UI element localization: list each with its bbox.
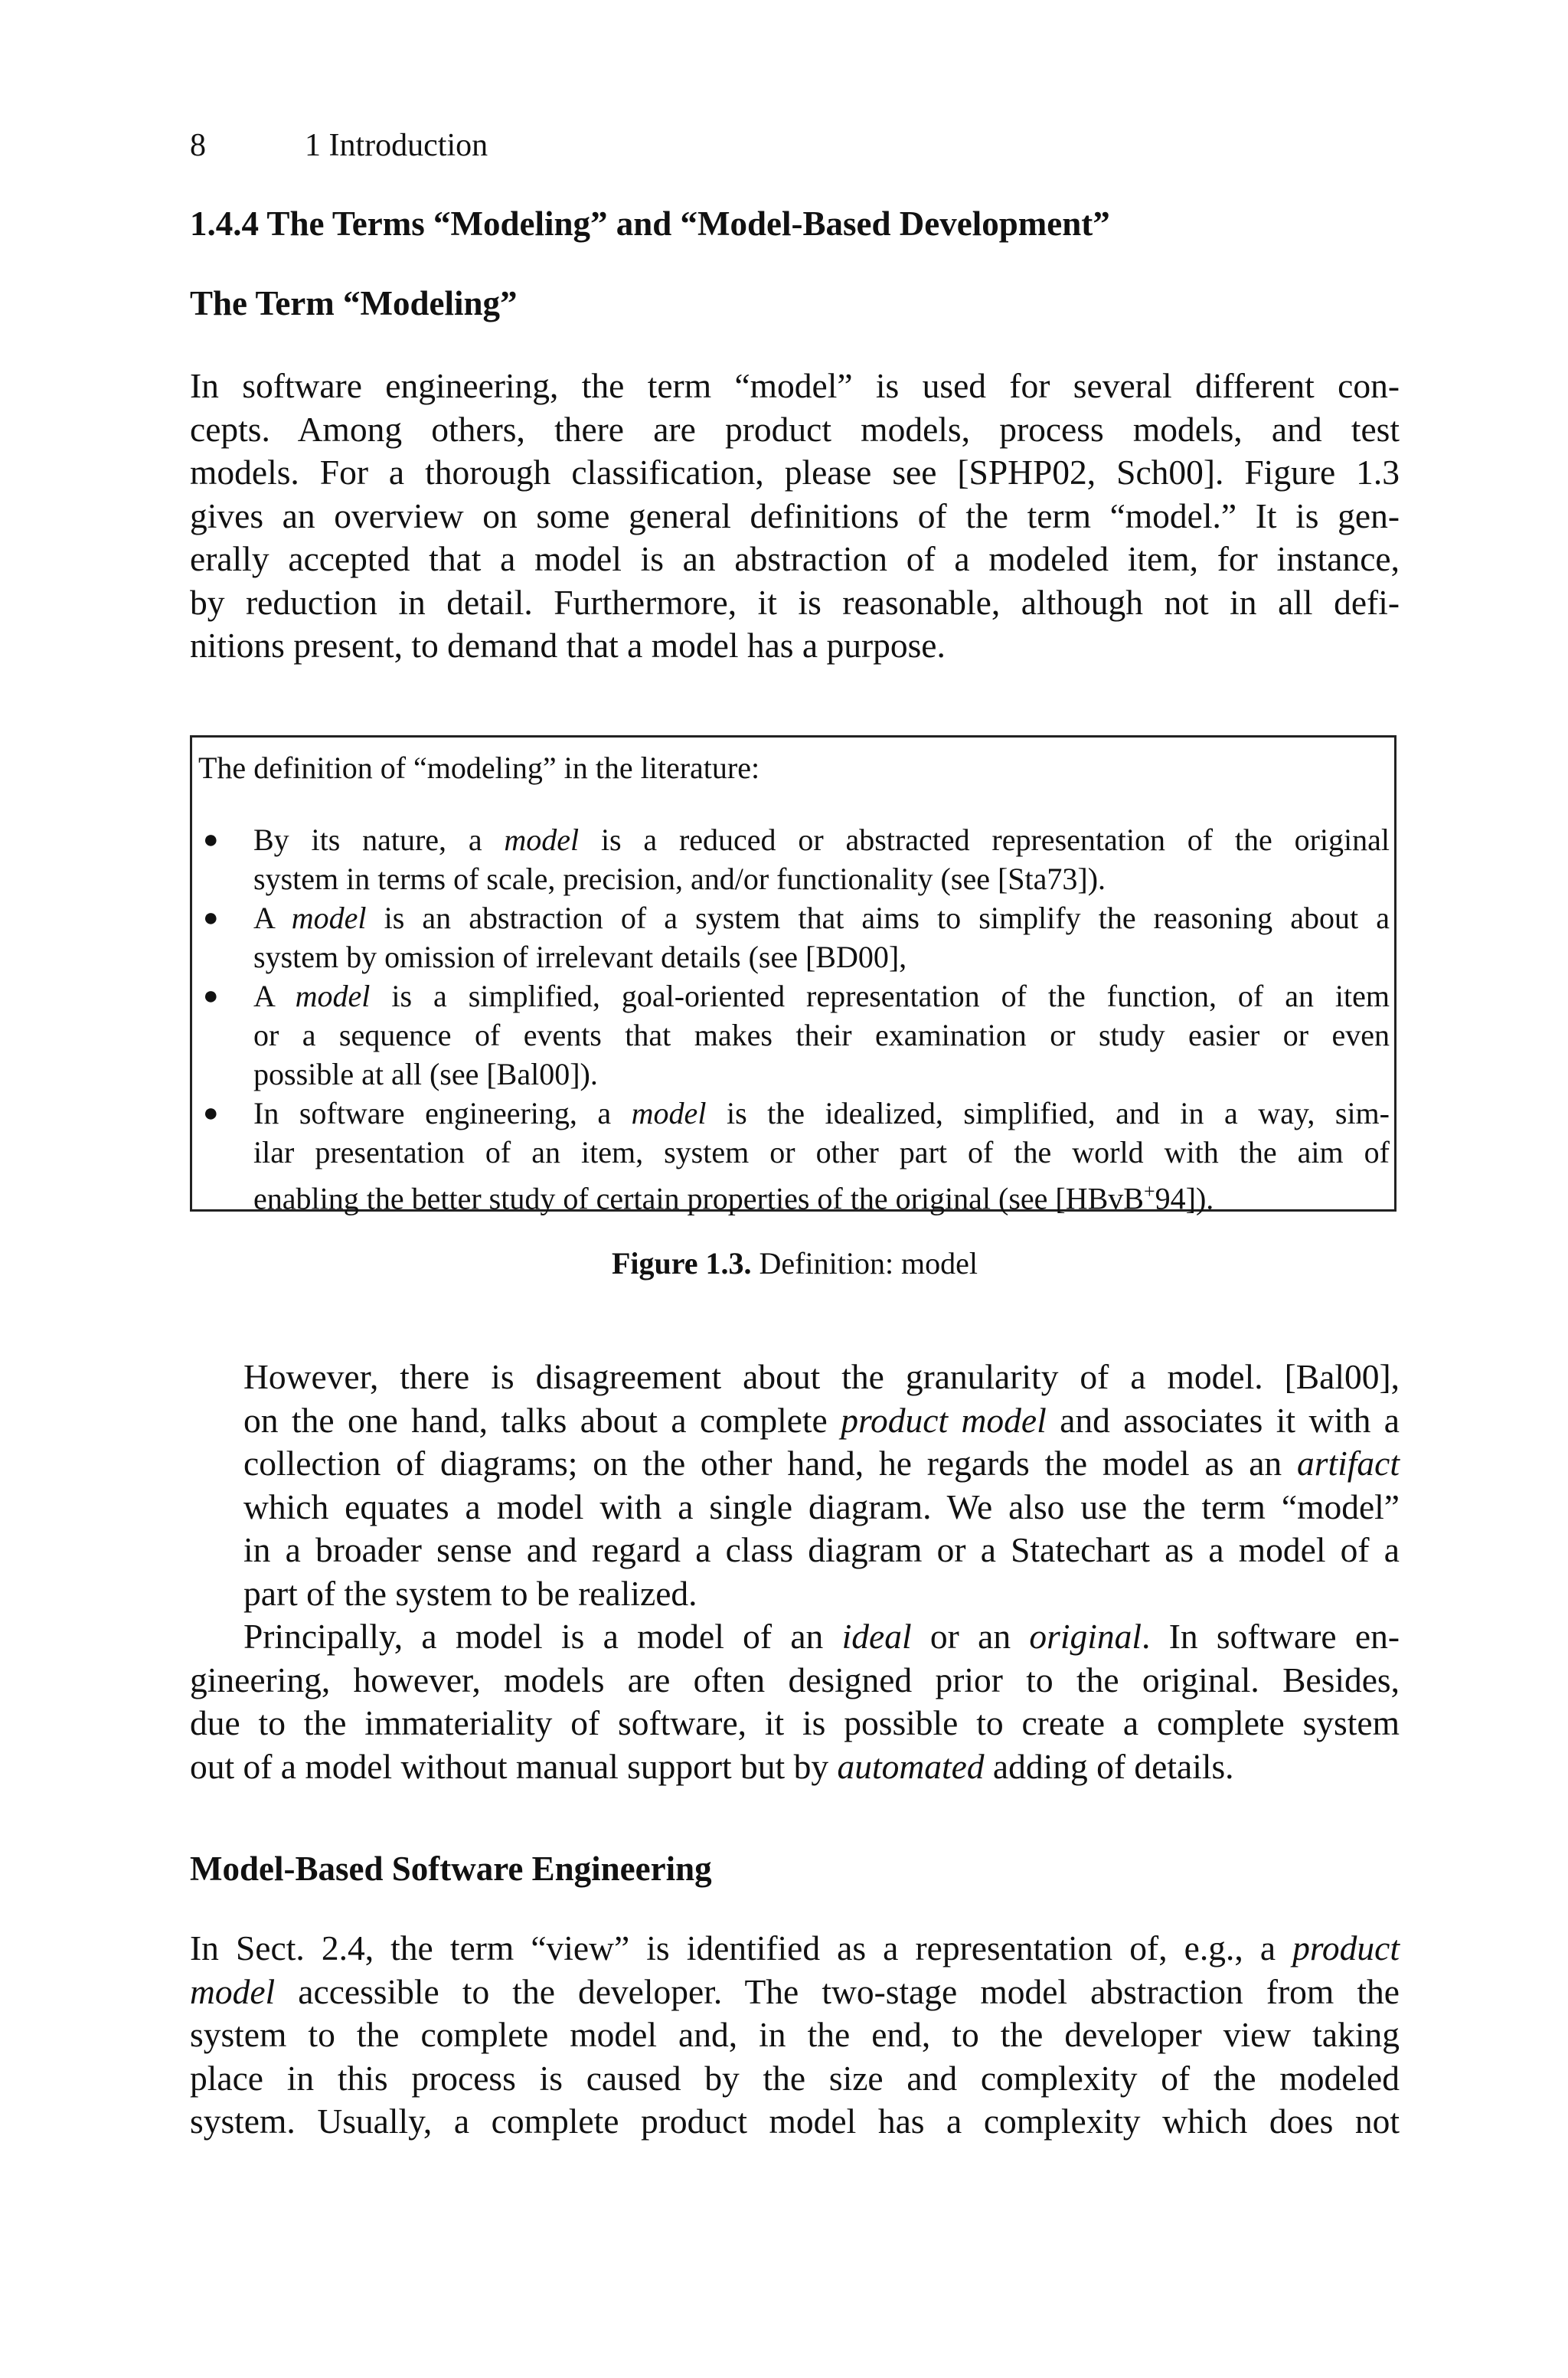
text-run: is the idealized, simplified, and in a way, sim-	[706, 1096, 1390, 1130]
text-line: nitions present, to demand that a model has a purpose.	[190, 626, 946, 665]
text-line: ilar presentation of an item, system or other part of the world with the aim of	[253, 1135, 1390, 1169]
emphasis: ideal	[841, 1617, 912, 1656]
text-run: In software engineering, a	[253, 1096, 632, 1130]
text-line: models. For a thorough classification, please see [SPHP02, Sch00]. Figure 1.3	[190, 453, 1400, 492]
list-item	[192, 820, 1394, 898]
text-line: system in terms of scale, precision, and/or functionality (see [Sta73]).	[253, 862, 1106, 896]
text-line: due to the immateriality of software, it is possible to create a complete system	[190, 1703, 1400, 1742]
bullet-icon: ●	[203, 1099, 219, 1127]
paragraph-modeling-intro	[190, 365, 1400, 668]
text-line: gineering, however, models are often designed prior to the original. Besides,	[190, 1660, 1400, 1699]
emphasis: model	[291, 901, 367, 935]
text-line: or a sequence of events that makes their examination or study easier or even	[253, 1018, 1390, 1052]
bullet-icon: ●	[203, 826, 219, 854]
text-run: on the one hand, talks about a complete	[243, 1400, 841, 1440]
text-run: is a reduced or abstracted representation of the original	[579, 823, 1390, 857]
text-line: erally accepted that a model is an abstraction of a modeled item, for instance,	[190, 539, 1400, 578]
text-line: However, there is disagreement about the granularity of a model. [Bal00],	[243, 1357, 1400, 1396]
definition-list	[192, 820, 1394, 1218]
emphasis: artifact	[1297, 1444, 1400, 1483]
caption-text: Definition: model	[751, 1246, 978, 1281]
chapter-title: 1 Introduction	[305, 128, 488, 163]
text-run: By its nature, a	[253, 823, 505, 857]
text-run: A	[253, 901, 292, 935]
figure-definition-box	[190, 735, 1396, 1216]
text-run: or an	[911, 1617, 1030, 1656]
paragraph-mbse	[190, 1927, 1400, 2144]
text-run: A	[253, 979, 296, 1013]
emphasis: original	[1029, 1617, 1142, 1656]
text-line: In software engineering, the term “model” is used for several different con-	[190, 366, 1400, 405]
text-run: Principally, a model is a model of an	[243, 1617, 842, 1656]
text-line: which equates a model with a single diagram. We also use the term “model”	[243, 1487, 1400, 1526]
emphasis: product	[1292, 1928, 1400, 1967]
text-run: accessible to the developer. The two-stage model abstraction from the	[275, 1971, 1400, 2011]
text-run: is an abstraction of a system that aims to simplify the reasoning about a	[366, 901, 1390, 935]
text-line: possible at all (see [Bal00]).	[253, 1057, 598, 1091]
page-number: 8	[190, 128, 206, 163]
text-line: system. Usually, a complete product model has a complexity which does not	[190, 2102, 1400, 2141]
list-item	[192, 898, 1394, 976]
text-line: system by omission of irrelevant details (see [BD00],	[253, 940, 907, 974]
text-line: gives an overview on some general definitions of the term “model.” It is gen-	[190, 496, 1400, 535]
section-heading: 1.4.4 The Terms “Modeling” and “Model-Based Development”	[190, 204, 1110, 243]
running-header	[190, 127, 488, 164]
text-run: is a simplified, goal-oriented representation of the function, of an item	[370, 979, 1390, 1013]
emphasis: product model	[841, 1400, 1047, 1440]
text-run: out of a model without manual support but by	[190, 1746, 838, 1786]
text-line: place in this process is caused by the size and complexity of the modeled	[190, 2058, 1400, 2098]
emphasis: model	[190, 1971, 276, 2011]
bullet-icon: ●	[203, 982, 219, 1010]
list-item	[192, 976, 1394, 1094]
text-run: In Sect. 2.4, the term “view” is identified as a representation of, e.g., a	[190, 1928, 1293, 1967]
emphasis: model	[631, 1096, 707, 1130]
paragraph-ideal-original	[190, 1615, 1400, 1788]
text-line: part of the system to be realized.	[243, 1573, 697, 1613]
subsection-heading-modeling: The Term “Modeling”	[190, 284, 518, 322]
subsection-heading-mbse: Model-Based Software Engineering	[190, 1850, 712, 1888]
emphasis: model	[295, 979, 371, 1013]
text-run: 94]).	[1155, 1181, 1214, 1216]
text-line: by reduction in detail. Furthermore, it is reasonable, although not in all defi-	[190, 582, 1400, 622]
text-run: collection of diagrams; on the other hand, he regards the model as an	[243, 1444, 1298, 1483]
emphasis: model	[504, 823, 580, 857]
paragraph-granularity	[190, 1356, 1400, 1615]
text-run: adding of details.	[984, 1746, 1234, 1786]
text-run: . In software en-	[1142, 1617, 1400, 1656]
text-run: enabling the better study of certain properties of the original (see [HBvB	[253, 1181, 1144, 1216]
emphasis: automated	[837, 1746, 985, 1786]
superscript: +	[1143, 1180, 1155, 1202]
figure-lead-text: The definition of “modeling” in the literature:	[198, 751, 760, 785]
bullet-icon: ●	[203, 904, 219, 932]
text-line: system to the complete model and, in the end, to the developer view taking	[190, 2015, 1400, 2054]
caption-label: Figure 1.3.	[611, 1246, 752, 1281]
list-item	[192, 1094, 1394, 1218]
figure-caption	[190, 1245, 1400, 1281]
text-line: in a broader sense and regard a class diagram or a Statechart as a model of a	[243, 1530, 1400, 1569]
text-run: and associates it with a	[1046, 1400, 1400, 1440]
text-line: cepts. Among others, there are product models, process models, and test	[190, 409, 1400, 449]
